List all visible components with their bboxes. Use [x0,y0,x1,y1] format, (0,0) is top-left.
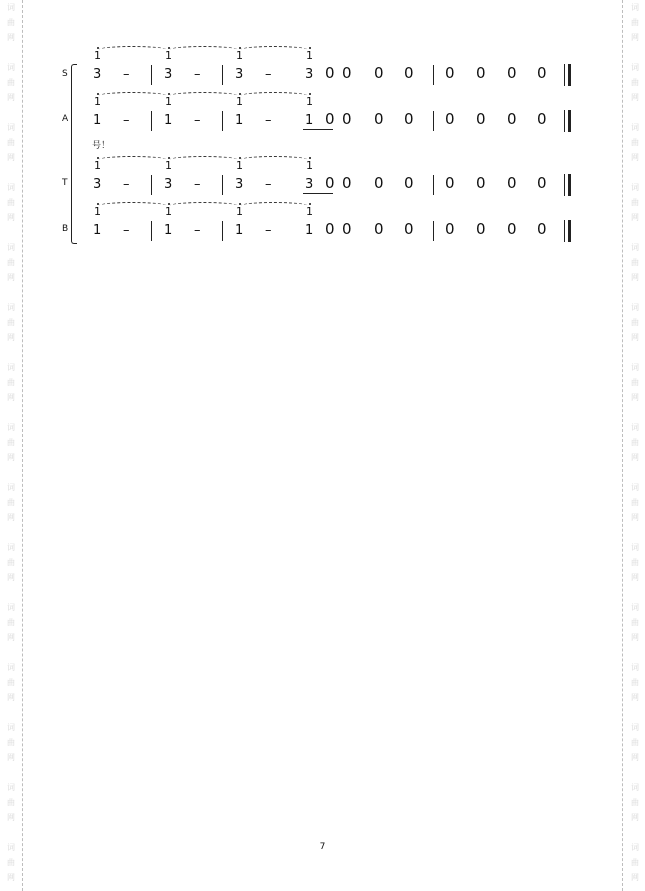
tie-curve [99,156,166,163]
tie-curve [241,202,307,209]
octave-dot [309,203,311,205]
bar-line [151,111,152,131]
sustain-dash: – [194,223,201,238]
watermark-text: 词 曲 网 [7,243,15,282]
watermark-text: 词 曲 网 [631,123,639,162]
bar-line [151,221,152,241]
upper-octave-note: 1 [94,159,101,172]
rest: 0 [445,110,455,128]
rest: 0 [325,64,335,82]
upper-octave-note: 1 [165,159,172,172]
upper-octave-note: 1 [236,95,243,108]
rest: 0 [342,110,352,128]
note: 3 [235,67,244,82]
upper-octave-note: 1 [165,205,172,218]
tie-curve [170,46,237,53]
note: 3 [305,67,314,82]
bar-line [222,111,223,131]
sustain-dash: – [123,223,130,238]
tie-curve [170,156,237,163]
upper-octave-note: 1 [306,95,313,108]
bar-line [433,221,434,241]
sustain-dash: – [123,67,130,82]
watermark-text: 词 曲 网 [7,663,15,702]
watermark-text: 词 曲 网 [7,423,15,462]
note: 3 [235,177,244,192]
watermark-text: 词 曲 网 [631,243,639,282]
octave-dot [309,47,311,49]
watermark-text: 词 曲 网 [631,843,639,882]
staff-tenor [0,156,645,206]
sustain-dash: – [194,67,201,82]
bar-line [151,175,152,195]
watermark-text: 词 曲 网 [631,603,639,642]
sustain-dash: – [194,113,201,128]
rest: 0 [374,220,384,238]
upper-octave-note: 1 [306,205,313,218]
upper-octave-note: 1 [94,205,101,218]
sustain-dash: – [123,177,130,192]
final-barline-thin [564,220,565,242]
tie-curve [241,92,307,99]
note: 1 [93,113,102,128]
note: 1 [235,113,244,128]
note: 3 [164,67,173,82]
octave-dot [309,157,311,159]
rest: 0 [325,110,335,128]
rest: 0 [507,64,517,82]
sustain-dash: – [265,113,272,128]
rest: 0 [325,220,335,238]
final-barline-thin [564,110,565,132]
rest: 0 [404,220,414,238]
rest: 0 [404,110,414,128]
watermark-text: 词 曲 网 [7,483,15,522]
part-label-bass: B [62,224,69,234]
beam-underline [303,193,333,194]
sustain-dash: – [265,223,272,238]
rest: 0 [342,174,352,192]
part-label-alto: A [62,114,69,124]
watermark-text: 词 曲 网 [7,843,15,882]
note: 1 [305,113,314,128]
upper-octave-note: 1 [306,49,313,62]
lyric-text: 号！ [92,141,111,151]
watermark-text: 词 曲 网 [631,183,639,222]
note: 3 [305,177,314,192]
part-label-tenor: T [62,178,68,188]
bar-line [433,175,434,195]
watermark-text: 词 曲 网 [631,723,639,762]
rest: 0 [404,174,414,192]
tie-curve [170,202,237,209]
note: 3 [93,177,102,192]
tie-curve [99,92,166,99]
final-barline-thin [564,174,565,196]
note: 3 [164,177,173,192]
final-barline-thin [564,64,565,86]
note: 1 [93,223,102,238]
part-label-soprano: S [62,69,68,79]
upper-octave-note: 1 [306,159,313,172]
sustain-dash: – [265,67,272,82]
rest: 0 [476,220,486,238]
upper-octave-note: 1 [236,205,243,218]
rest: 0 [476,64,486,82]
rest: 0 [445,64,455,82]
tie-curve [241,46,307,53]
final-barline-thick [568,174,571,196]
sustain-dash: – [123,113,130,128]
final-barline-thick [568,110,571,132]
rest: 0 [374,110,384,128]
watermark-text: 词 曲 网 [631,663,639,702]
bar-line [222,65,223,85]
sustain-dash: – [194,177,201,192]
staff-soprano [0,46,645,96]
staff-bass [0,202,645,252]
rest: 0 [537,64,547,82]
watermark-text: 词 曲 网 [7,543,15,582]
watermark-text: 词 曲 网 [7,63,15,102]
watermark-text: 词 曲 网 [631,543,639,582]
upper-octave-note: 1 [236,159,243,172]
watermark-text: 词 曲 网 [631,3,639,42]
rest: 0 [537,220,547,238]
note: 1 [235,223,244,238]
rest: 0 [325,174,335,192]
staff-alto [0,92,645,142]
rest: 0 [445,174,455,192]
watermark-text: 词 曲 网 [631,423,639,462]
watermark-text: 词 曲 网 [631,63,639,102]
upper-octave-note: 1 [94,95,101,108]
page-number: 7 [319,842,326,852]
note: 1 [305,223,314,238]
upper-octave-note: 1 [165,49,172,62]
watermark-text: 词 曲 网 [7,723,15,762]
bar-line [433,111,434,131]
bar-line [433,65,434,85]
rest: 0 [342,64,352,82]
tie-curve [99,46,166,53]
octave-dot [309,93,311,95]
bar-line [222,175,223,195]
watermark-text: 词 曲 网 [7,603,15,642]
upper-octave-note: 1 [165,95,172,108]
rest: 0 [342,220,352,238]
watermark-text: 词 曲 网 [631,783,639,822]
watermark-text: 词 曲 网 [7,303,15,342]
watermark-text: 词 曲 网 [631,303,639,342]
note: 3 [93,67,102,82]
bar-line [151,65,152,85]
rest: 0 [537,110,547,128]
watermark-text: 词 曲 网 [631,363,639,402]
sustain-dash: – [265,177,272,192]
rest: 0 [374,64,384,82]
watermark-text: 词 曲 网 [7,783,15,822]
tie-curve [241,156,307,163]
rest: 0 [476,110,486,128]
bar-line [222,221,223,241]
rest: 0 [507,220,517,238]
rest: 0 [404,64,414,82]
note: 1 [164,113,173,128]
tie-curve [99,202,166,209]
final-barline-thick [568,64,571,86]
watermark-text: 词 曲 网 [631,483,639,522]
watermark-text: 词 曲 网 [7,123,15,162]
rest: 0 [507,110,517,128]
rest: 0 [374,174,384,192]
watermark-text: 词 曲 网 [7,183,15,222]
final-barline-thick [568,220,571,242]
rest: 0 [507,174,517,192]
watermark-text: 词 曲 网 [7,363,15,402]
upper-octave-note: 1 [236,49,243,62]
watermark-text: 词 曲 网 [7,3,15,42]
rest: 0 [476,174,486,192]
note: 1 [164,223,173,238]
upper-octave-note: 1 [94,49,101,62]
rest: 0 [445,220,455,238]
rest: 0 [537,174,547,192]
beam-underline [303,129,333,130]
tie-curve [170,92,237,99]
